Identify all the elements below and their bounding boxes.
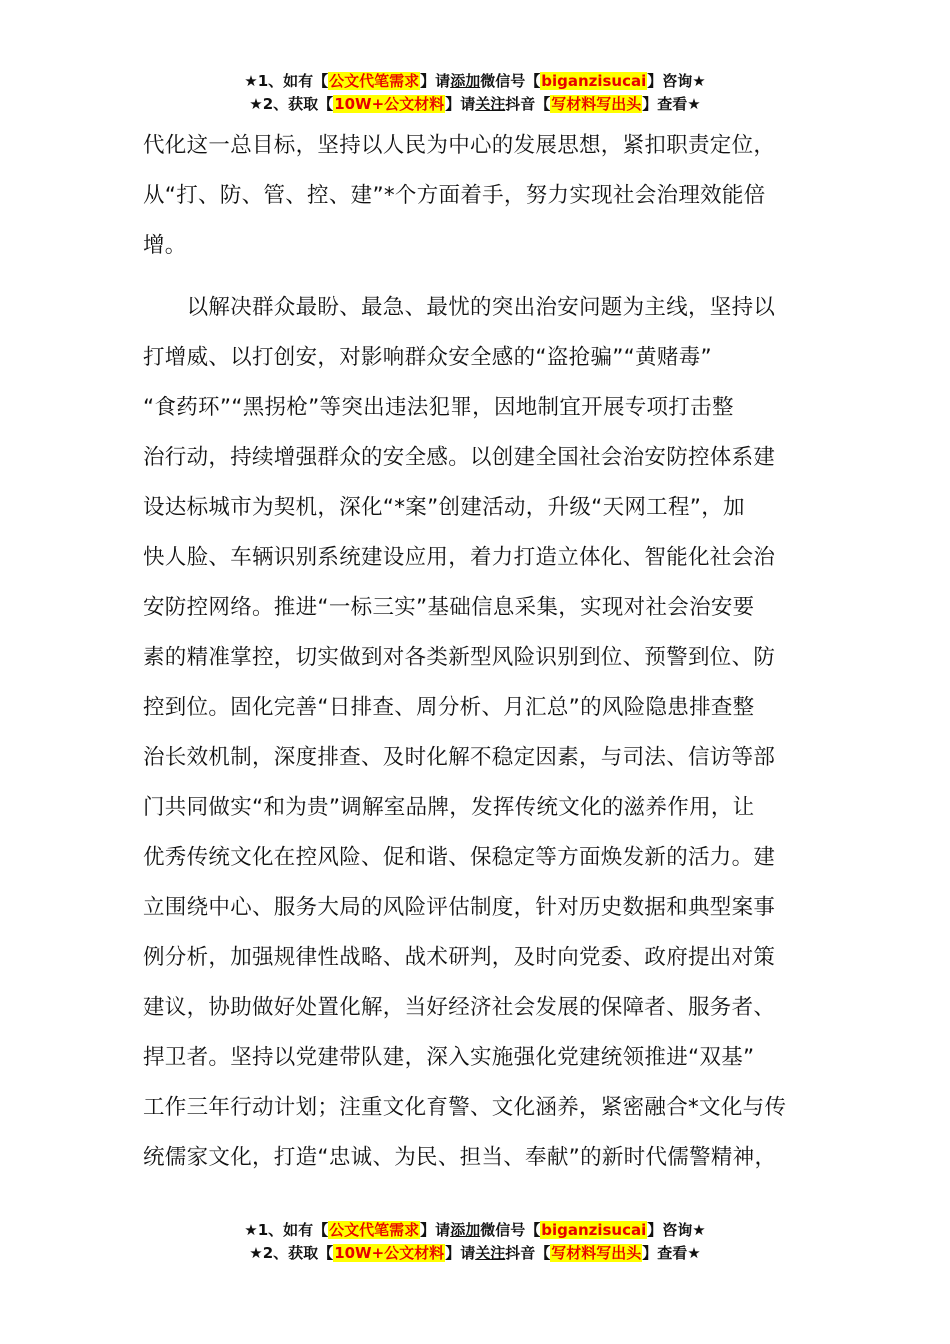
banner-text: 抖音【 [505, 1244, 551, 1262]
banner-text: 】请 [445, 95, 476, 113]
banner-text: 抖音【 [505, 95, 551, 113]
banner-highlight: 公文代笔需求 [329, 1221, 420, 1239]
banner-douyin-id: 写材料写出头 [551, 95, 642, 113]
banner-wechat-id: biganzisucai [541, 1221, 647, 1239]
banner-text: 】请 [420, 1221, 451, 1239]
header-banner [0, 70, 950, 116]
banner-line-2 [0, 1242, 950, 1265]
banner-underlined: 添加 [450, 72, 481, 90]
banner-text: 】请 [445, 1244, 476, 1262]
text-line: 代化这一总目标，坚持以人民为中心的发展思想，紧扣职责定位， [143, 133, 776, 158]
text-line: 优秀传统文化在控风险、促和谐、保稳定等方面焕发新的活力。建 [143, 845, 776, 870]
banner-text: ★1、如有【 [244, 72, 329, 90]
footer-banner [0, 1219, 950, 1265]
text-line: “食药环”“黑拐枪”等突出违法犯罪，因地制宜开展专项打击整 [143, 395, 734, 420]
text-line: 设达标城市为契机，深化“*案”创建活动，升级“天网工程”，加 [143, 495, 745, 520]
text-line: 快人脸、车辆识别系统建设应用，着力打造立体化、智能化社会治 [143, 545, 776, 570]
banner-highlight: 10W+公文材料 [334, 95, 445, 113]
banner-line-1 [0, 70, 950, 93]
banner-underlined: 添加 [450, 1221, 481, 1239]
text-line: 统儒家文化，打造“忠诚、为民、担当、奉献”的新时代儒警精神， [143, 1145, 777, 1170]
paragraph-1 [143, 121, 809, 271]
text-line: 治长效机制，深度排查、及时化解不稳定因素，与司法、信访等部 [143, 745, 776, 770]
text-line: 工作三年行动计划；注重文化育警、文化涵养，紧密融合*文化与传 [143, 1095, 787, 1120]
document-body [143, 121, 809, 1183]
text-line: 立围绕中心、服务大局的风险评估制度，针对历史数据和典型案事 [143, 895, 776, 920]
text-line: 治行动，持续增强群众的安全感。以创建全国社会治安防控体系建 [143, 445, 776, 470]
text-line: 捍卫者。坚持以党建带队建，深入实施强化党建统领推进“双基” [143, 1045, 755, 1070]
text-line: 建议，协助做好处置化解，当好经济社会发展的保障者、服务者、 [143, 995, 776, 1020]
banner-text: ★1、如有【 [244, 1221, 329, 1239]
banner-text: 微信号【 [480, 72, 541, 90]
text-line: 控到位。固化完善“日排查、周分析、月汇总”的风险隐患排查整 [143, 695, 755, 720]
banner-line-2 [0, 93, 950, 116]
text-line: 打增威、以打创安，对影响群众安全感的“盗抢骗”“黄赌毒” [143, 345, 712, 370]
banner-wechat-id: biganzisucai [541, 72, 647, 90]
paragraph-2 [143, 283, 809, 1183]
banner-text: 】咨询★ [647, 72, 706, 90]
banner-text: 】咨询★ [647, 1221, 706, 1239]
banner-text: 】查看★ [642, 95, 701, 113]
text-line: 安防控网络。推进“一标三实”基础信息采集，实现对社会治安要 [143, 595, 755, 620]
banner-underlined: 关注 [475, 95, 506, 113]
text-line: 例分析，加强规律性战略、战术研判，及时向党委、政府提出对策 [143, 945, 776, 970]
banner-text: 微信号【 [480, 1221, 541, 1239]
banner-douyin-id: 写材料写出头 [551, 1244, 642, 1262]
banner-text: ★2、获取【 [249, 1244, 334, 1262]
banner-text: 】查看★ [642, 1244, 701, 1262]
banner-line-1 [0, 1219, 950, 1242]
banner-text: 】请 [420, 72, 451, 90]
text-line: 从“打、防、管、控、建”*个方面着手，努力实现社会治理效能倍 [143, 183, 766, 208]
text-line: 以解决群众最盼、最急、最忧的突出治安问题为主线，坚持以 [143, 295, 776, 320]
banner-underlined: 关注 [475, 1244, 506, 1262]
text-line: 素的精准掌控，切实做到对各类新型风险识别到位、预警到位、防 [143, 645, 776, 670]
text-line: 门共同做实“和为贵”调解室品牌，发挥传统文化的滋养作用，让 [143, 795, 755, 820]
banner-highlight: 公文代笔需求 [329, 72, 420, 90]
banner-highlight: 10W+公文材料 [334, 1244, 445, 1262]
text-line: 增。 [143, 233, 187, 258]
banner-text: ★2、获取【 [249, 95, 334, 113]
